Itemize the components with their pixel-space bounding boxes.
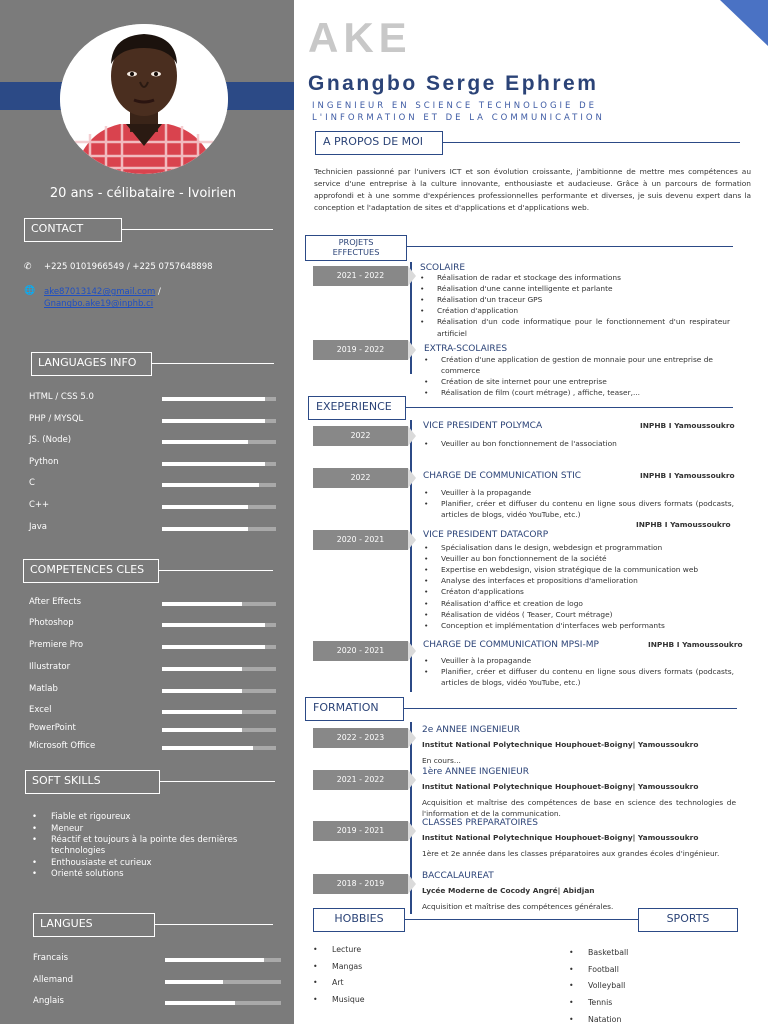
degree-description: En cours...	[422, 756, 461, 765]
bullet-item: • Lecture	[313, 945, 365, 962]
date-badge: 2019 - 2022	[313, 340, 408, 360]
skill-level-fill	[162, 527, 248, 531]
bullet-item: • Musique	[313, 995, 365, 1012]
langues-heading: LANGUES	[33, 913, 155, 937]
skill-level-bar	[162, 419, 276, 423]
skill-level-bar	[165, 1001, 281, 1005]
personal-tagline: 20 ans - célibataire - Ivoirien	[49, 186, 237, 201]
bullet-item: • Réalisation d'un code informatique pour le fonctionnement d'un respirateur artificiel	[420, 316, 730, 338]
bullet-item: • Créaton d'applications	[424, 586, 734, 597]
projects-heading-line2: EFFECTUES	[332, 247, 380, 258]
skill-label: Francais	[33, 953, 69, 963]
skill-label: PowerPoint	[29, 723, 76, 733]
job-title-line1: INGENIEUR EN SCIENCE TECHNOLOGIE DE	[312, 101, 598, 111]
phone-numbers: +225 0101966549 / +225 0757648898	[44, 262, 213, 272]
job-organization: INPHB I Yamoussoukro	[648, 640, 743, 649]
skill-level-fill	[165, 958, 264, 962]
date-badge: 2020 - 2021	[313, 530, 408, 550]
skill-level-bar	[162, 667, 276, 671]
skill-level-bar	[162, 689, 276, 693]
bullet-item: • Basketball	[569, 948, 628, 965]
skill-label: Java	[29, 521, 47, 532]
soft-skills-heading: SOFT SKILLS	[25, 770, 160, 794]
bullet-item: • Veuiller au bon fonctionnement de l'association	[424, 438, 734, 449]
skill-level-bar	[162, 527, 276, 531]
about-heading-rule	[443, 142, 740, 143]
bullet-item: • Analyse des interfaces et propositions d'amelioration	[424, 575, 734, 586]
bullet-item: • Art	[313, 978, 365, 995]
sports-list	[569, 948, 628, 1024]
skill-label: Allemand	[33, 974, 74, 985]
job-role: VICE PRESIDENT DATACORP	[423, 530, 549, 540]
sidebar	[0, 0, 294, 1024]
experience-heading: EXEPERIENCE	[308, 396, 406, 420]
skill-level-fill	[165, 980, 223, 984]
skill-level-bar	[162, 462, 276, 466]
date-badge: 2019 - 2021	[313, 821, 408, 841]
langues-heading-rule	[155, 924, 273, 925]
skill-level-bar	[162, 623, 276, 627]
bullet-item: • Réalisation d'une canne intelligente et parlante	[420, 283, 730, 294]
skill-level-fill	[162, 483, 259, 487]
job-title-line2: L'INFORMATION ET DE LA COMMUNICATION	[312, 113, 605, 124]
scolaire-projects-list	[420, 272, 730, 339]
skill-label: Anglais	[33, 996, 64, 1006]
skill-level-bar	[162, 397, 276, 401]
contact-heading: CONTACT	[24, 218, 122, 242]
job-tasks-list	[424, 542, 734, 631]
project-category-extra: EXTRA-SCOLAIRES	[424, 344, 508, 354]
hobbies-heading: HOBBIES	[313, 908, 405, 932]
bullet-item: • Création d'application	[420, 305, 730, 316]
date-badge: 2022	[313, 426, 408, 446]
date-badge: 2022	[313, 468, 408, 488]
date-badge: 2018 - 2019	[313, 874, 408, 894]
bullet-item: • Football	[569, 965, 628, 982]
bullet-item: • Mangas	[313, 962, 365, 979]
skill-level-bar	[162, 645, 276, 649]
bullet-item: • Conception et implémentation d'interfaces web performants	[424, 620, 734, 631]
skill-label: PHP / MYSQL	[29, 413, 84, 424]
degree-description: Acquisition et maîtrise des compétences de base en science des technologies de l'information et de la communication.	[422, 798, 736, 819]
competences-heading-rule	[159, 570, 273, 571]
skill-level-fill	[162, 689, 242, 693]
date-badge: 2020 - 2021	[313, 641, 408, 661]
degree-title: BACCALAUREAT	[422, 871, 494, 881]
soft-skill-item: • Fiable et rigoureux	[32, 812, 272, 823]
bullet-item: • Volleyball	[569, 981, 628, 998]
job-organization: INPHB I Yamoussoukro	[640, 421, 735, 430]
projects-heading	[305, 235, 407, 261]
about-text: Technicien passionné par l'univers ICT et son évolution croissante, j'ambitionne de mettre mes compétences au service d'une entreprise à la culture innovante, enthousiaste et audacieuse. Grâce à un parcours de formation approfondi et à une somme d'expériences professionnelles performante et diverses, je suis devenu expert dans la conception et l'adaptation de sites et d'applications et d'applications web.	[314, 167, 751, 212]
skill-label: Photoshop	[29, 618, 74, 628]
skill-level-bar	[162, 602, 276, 606]
full-name: Gnangbo Serge Ephrem	[308, 72, 599, 95]
bullet-item: • Spécialisation dans le design, webdesign et programmation	[424, 542, 734, 553]
job-tasks-list	[424, 438, 734, 449]
skill-level-fill	[162, 667, 242, 671]
bullet-item: • Création de site internet pour une entreprise	[424, 376, 736, 387]
degree-description: Acquisition et maîtrise des compétences générales.	[422, 902, 614, 911]
job-role: VICE PRESIDENT POLYMCA	[423, 421, 543, 431]
school-name: Institut National Polytechnique Houphouet-Boigny| Yamoussoukro	[422, 740, 699, 749]
email-row	[24, 286, 161, 311]
skill-level-fill	[162, 728, 242, 732]
date-badge: 2022 - 2023	[313, 728, 408, 748]
skill-level-bar	[162, 505, 276, 509]
date-badge: 2021 - 2022	[313, 770, 408, 790]
bullet-item: • Réalisation d'un traceur GPS	[420, 294, 730, 305]
job-role: CHARGE DE COMMUNICATION MPSI-MP	[423, 640, 599, 650]
job-title	[312, 100, 605, 125]
bullet-item: • Planifier, créer et diffuser du contenu en ligne sous divers formats (podcasts, articles de blogs, vidéo YouTube, etc.)	[424, 666, 734, 688]
soft-skill-item: • Réactif et toujours à la pointe des dernières technologies	[32, 835, 272, 856]
extra-projects-list	[424, 354, 736, 398]
phone-icon: ✆	[24, 262, 32, 272]
skill-level-fill	[165, 1001, 235, 1005]
skill-level-fill	[162, 505, 248, 509]
bullet-item: • Réalisation de film (court métrage) , affiche, teaser,...	[424, 387, 736, 398]
projects-heading-rule	[407, 246, 733, 247]
project-category-scolaire: SCOLAIRE	[420, 263, 466, 273]
bullet-item: • Tennis	[569, 998, 628, 1015]
soft-skills-list	[32, 812, 272, 881]
bullet-item: • Planifier, créer et diffuser du contenu en ligne sous divers formats (podcasts, articles de blogs, vidéo YouTube, etc.)	[424, 498, 734, 520]
skill-label: C	[29, 478, 35, 489]
skill-level-fill	[162, 602, 242, 606]
email-link-gmail[interactable]: ake87013142@gmail.com	[44, 287, 156, 297]
skill-level-fill	[162, 397, 265, 401]
degree-title: CLASSES PREPARATOIRES	[422, 818, 538, 828]
skill-level-bar	[165, 980, 281, 984]
bullet-item: • Veuiller au bon fonctionnement de la société	[424, 553, 734, 564]
bullet-item: • Réalisation de vidéos ( Teaser, Court métrage)	[424, 609, 734, 620]
skill-label: Microsoft Office	[29, 741, 96, 751]
job-organization: INPHB I Yamoussoukro	[636, 520, 731, 529]
skill-label: Premiere Pro	[29, 640, 84, 650]
phone-row	[24, 262, 213, 272]
school-name: Institut National Polytechnique Houphouet-Boigny| Yamoussoukro	[422, 833, 699, 842]
skill-level-bar	[162, 728, 276, 732]
about-heading: A PROPOS DE MOI	[315, 131, 443, 155]
profile-photo	[60, 24, 228, 174]
skill-level-fill	[162, 440, 248, 444]
languages-info-heading-rule	[152, 363, 274, 364]
skill-label: Python	[29, 456, 59, 467]
job-organization: INPHB I Yamoussoukro	[640, 471, 735, 480]
skill-label: Matlab	[29, 684, 58, 694]
skill-level-bar	[162, 483, 276, 487]
email-link-inphb[interactable]: Gnangbo.ake19@inphb.ci	[44, 299, 154, 310]
soft-skill-item: • Orienté solutions	[32, 869, 272, 880]
job-role: CHARGE DE COMMUNICATION STIC	[423, 471, 582, 481]
bullet-item: • Réalisation de radar et stockage des informations	[420, 272, 730, 283]
soft-skill-item: • Enthousiaste et curieux	[32, 858, 272, 869]
date-badge: 2021 - 2022	[313, 266, 408, 286]
bullet-item: • Réalisation d'affice et creation de logo	[424, 598, 734, 609]
contact-heading-rule	[122, 229, 273, 230]
skill-level-bar	[162, 710, 276, 714]
globe-icon: 🌐	[24, 286, 36, 296]
skill-level-fill	[162, 710, 242, 714]
avatar-image	[60, 24, 228, 174]
degree-title: 1ère ANNEE INGENIEUR	[422, 767, 529, 777]
corner-accent-triangle	[720, 0, 768, 46]
bullet-item: • Natation	[569, 1015, 628, 1024]
experience-heading-rule	[406, 407, 733, 408]
skill-level-fill	[162, 623, 265, 627]
competences-heading: COMPETENCES CLES	[23, 559, 159, 583]
skill-level-fill	[162, 462, 265, 466]
skill-level-fill	[162, 419, 265, 423]
skill-label: JS. (Node)	[29, 435, 72, 446]
hobbies-sports-rule	[405, 919, 638, 920]
skill-level-bar	[165, 958, 281, 962]
short-name: AKE	[308, 14, 412, 61]
skill-level-bar	[162, 746, 276, 750]
bullet-item: • Création d'une application de gestion de monnaie pour une entreprise de commerce	[424, 354, 736, 376]
skill-level-bar	[162, 440, 276, 444]
skill-label: C++	[29, 500, 50, 510]
school-name: Lycée Moderne de Cocody Angré| Abidjan	[422, 886, 595, 895]
hobbies-list	[313, 945, 365, 1012]
soft-skill-item: • Meneur	[32, 824, 272, 835]
formation-heading-rule	[404, 708, 737, 709]
languages-info-heading: LANGUAGES INFO	[31, 352, 152, 376]
degree-description: 1ère et 2e année dans les classes préparatoires aux grandes écoles d'ingénieur.	[422, 849, 720, 858]
degree-title: 2e ANNEE INGENIEUR	[422, 725, 520, 735]
school-name: Institut National Polytechnique Houphouet-Boigny| Yamoussoukro	[422, 782, 699, 791]
projects-heading-line1: PROJETS	[338, 237, 374, 247]
job-tasks-list	[424, 487, 734, 520]
bullet-item: • Expertise en webdesign, vision stratégique de la communication web	[424, 564, 734, 575]
skill-label: Illustrator	[29, 662, 71, 672]
skill-label: HTML / CSS 5.0	[29, 392, 94, 402]
sports-heading: SPORTS	[638, 908, 738, 932]
skill-level-fill	[162, 746, 253, 750]
bullet-item: • Veuiller à la propagande	[424, 655, 734, 666]
soft-skills-heading-rule	[160, 781, 275, 782]
skill-label: Excel	[29, 705, 52, 715]
job-tasks-list	[424, 655, 734, 688]
skill-label: After Effects	[29, 597, 82, 607]
bullet-item: • Veuiller à la propagande	[424, 487, 734, 498]
formation-heading: FORMATION	[305, 697, 404, 721]
skill-level-fill	[162, 645, 265, 649]
email-separator: /	[155, 287, 161, 297]
